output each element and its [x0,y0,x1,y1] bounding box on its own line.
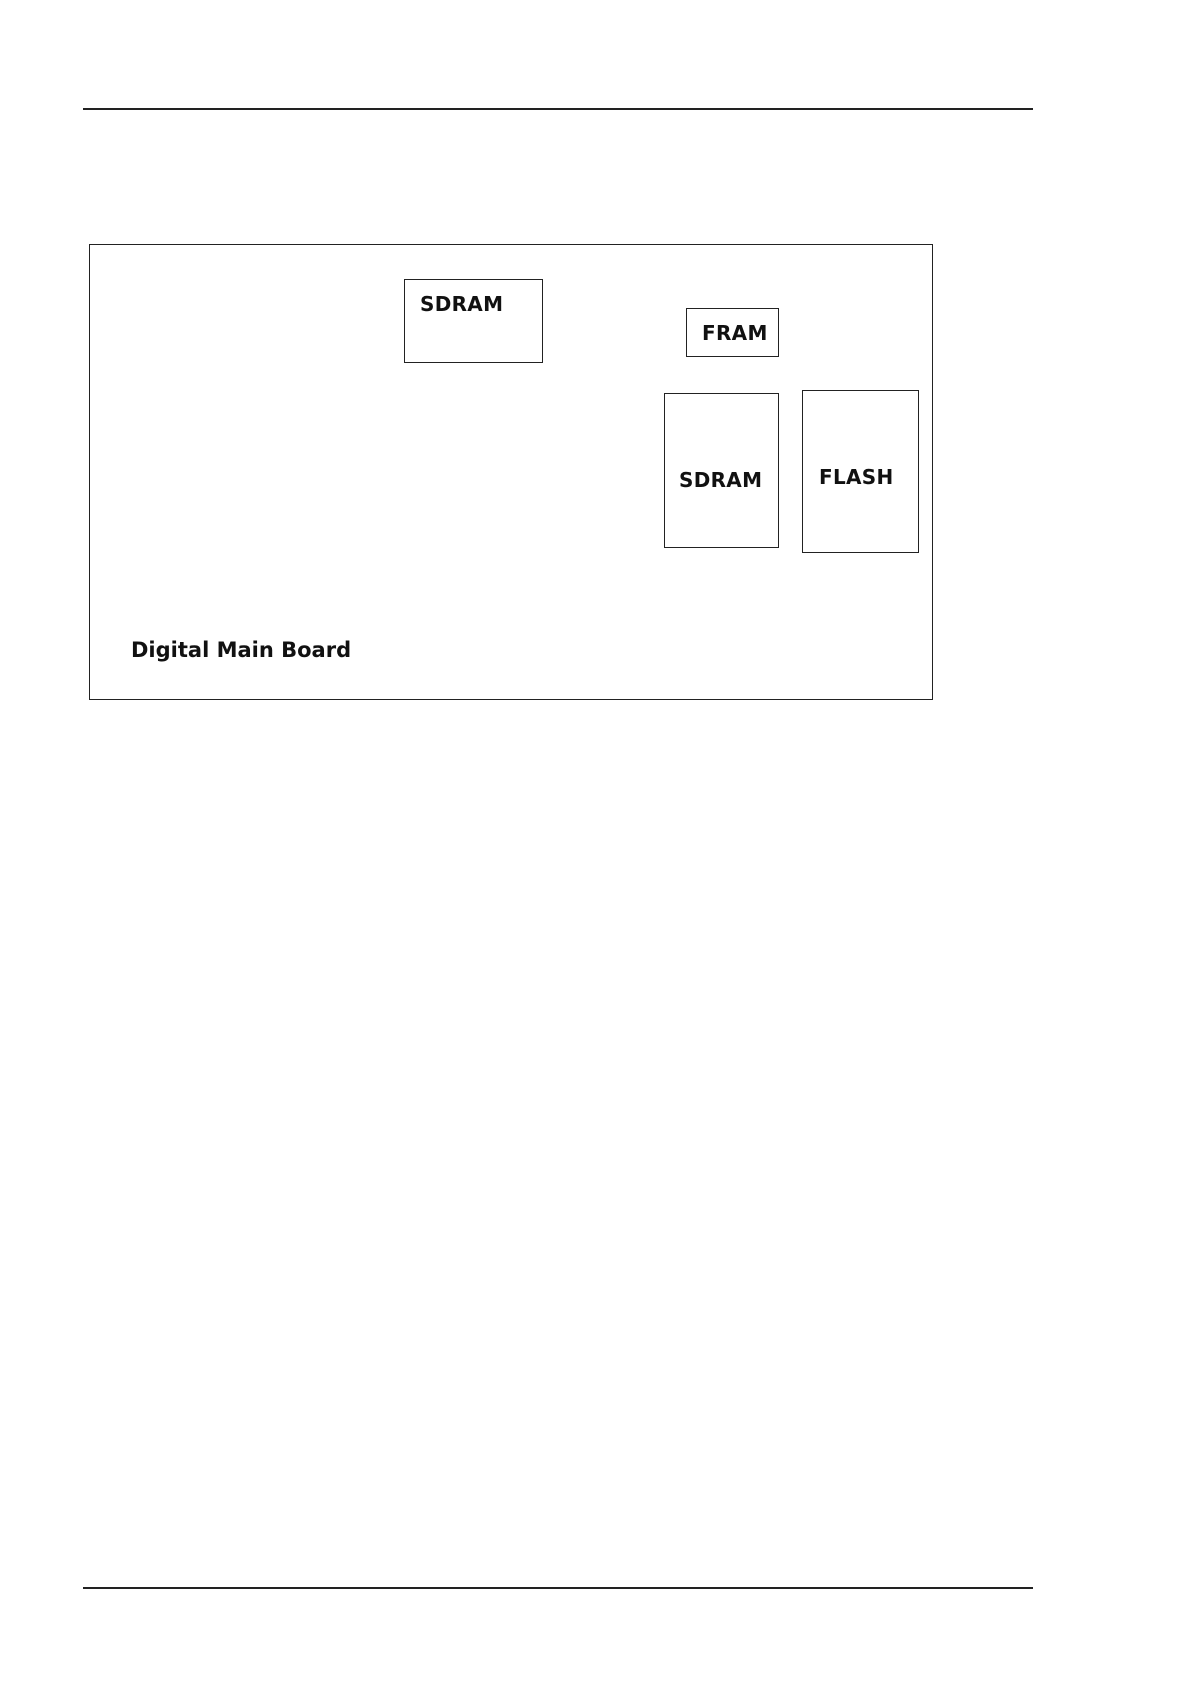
digital-main-board [89,244,933,700]
header-rule [83,108,1033,110]
sdram-chip-top-label: SDRAM [420,292,504,316]
fram-chip [686,308,779,357]
sdram-chip-top [404,279,543,363]
flash-chip-label: FLASH [819,465,894,489]
sdram-chip-middle [664,393,779,548]
sdram-chip-middle-label: SDRAM [679,468,763,492]
fram-chip-label: FRAM [702,321,768,345]
board-label: Digital Main Board [131,638,352,662]
footer-rule [83,1587,1033,1589]
flash-chip [802,390,919,553]
